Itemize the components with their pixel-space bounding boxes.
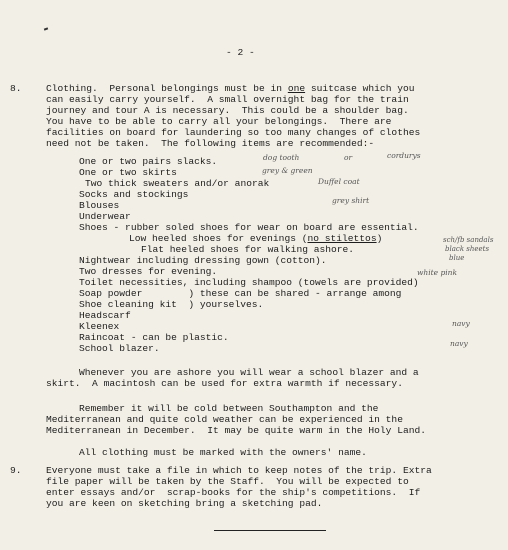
section-8-line-5: facilities on board for laundering so too many changes of clothes	[46, 127, 421, 138]
handwritten-white-pink: white pink	[417, 268, 458, 277]
handwritten-duffel-coat: Duffel coat	[318, 177, 360, 186]
item-headscarf: Headscarf	[79, 310, 131, 321]
section-9-line-1: Everyone must take a file in which to keep notes of the trip. Extra	[46, 465, 432, 476]
handwritten-grey-green: grey & green	[262, 166, 313, 175]
item-socks: Socks and stockings	[79, 189, 189, 200]
item-underwear: Underwear	[79, 211, 131, 222]
handwritten-cordurys: cordurys	[387, 151, 421, 160]
section-9-number: 9.	[10, 465, 22, 476]
item-blouses: Blouses	[79, 200, 120, 211]
item-slacks: One or two pairs slacks.	[79, 156, 218, 167]
item-dresses: Two dresses for evening.	[79, 266, 218, 277]
item-skirts: One or two skirts	[79, 167, 177, 178]
handwritten-dogtooth: dog tooth	[263, 153, 300, 162]
handwritten-black-sheets: black sheets	[445, 245, 490, 253]
item-sweaters: Two thick sweaters and/or anorak	[85, 178, 270, 189]
item-soap: Soap powder ) these can be shared - arrange among	[79, 288, 402, 299]
item-nightwear: Nightwear including dressing gown (cotton).	[79, 255, 327, 266]
para-blazer-2: skirt. A macintosh can be used for extra warmth if necessary.	[46, 378, 403, 389]
ink-mark	[44, 27, 48, 30]
handwritten-blue: blue	[449, 254, 465, 262]
item-toilet: Toilet necessities, including shampoo (towels are provided)	[79, 277, 419, 288]
handwritten-or: or	[344, 153, 353, 162]
section-9-line-3: enter essays and/or scrap-books for the ship's competitions. If	[46, 487, 421, 498]
handwritten-navy-1: navy	[452, 319, 470, 328]
page-number: - 2 -	[226, 47, 255, 58]
item-blazer: School blazer.	[79, 343, 160, 354]
para-marked: All clothing must be marked with the owners' name.	[79, 447, 367, 458]
para-cold-1: Remember it will be cold between Southampton and the	[79, 403, 379, 414]
para-cold-3: Mediterranean in December. It may be quite warm in the Holy Land.	[46, 425, 426, 436]
para-cold-2: Mediterranean and quite cold weather can be experienced in the	[46, 414, 403, 425]
section-9-line-4: you are keen on sketching bring a sketching pad.	[46, 498, 323, 509]
section-8-number: 8.	[10, 83, 22, 94]
section-8-line-6: need not be taken. The following items are recommended:-	[46, 138, 375, 149]
handwritten-grey-shirt: grey shirt	[332, 196, 370, 205]
section-8-line-3: journey and tour A is necessary. This could be a shoulder bag.	[46, 105, 409, 116]
item-shoe-cleaning: Shoe cleaning kit ) yourselves.	[79, 299, 264, 310]
section-9-line-2: file paper will be taken by the Staff. You will be expected to	[46, 476, 409, 487]
para-blazer-1: Whenever you are ashore you will wear a school blazer and a	[79, 367, 419, 378]
end-rule	[214, 530, 326, 531]
item-shoes-rubber: Shoes - rubber soled shoes for wear on board are essential.	[79, 222, 419, 233]
section-8-line-4: You have to be able to carry all your belongings. There are	[46, 116, 392, 127]
section-8-line-1: Clothing. Personal belongings must be in one suitcase which you	[46, 83, 415, 94]
item-shoes-low: Low heeled shoes for evenings (no stilettos)	[129, 233, 383, 244]
section-8-line-2: can easily carry yourself. A small overnight bag for the train	[46, 94, 409, 105]
item-shoes-flat: Flat heeled shoes for walking ashore.	[141, 244, 355, 255]
item-kleenex: Kleenex	[79, 321, 120, 332]
item-raincoat: Raincoat - can be plastic.	[79, 332, 229, 343]
handwritten-sandals: sch/fb sandals	[443, 236, 494, 244]
handwritten-navy-2: navy	[450, 339, 468, 348]
